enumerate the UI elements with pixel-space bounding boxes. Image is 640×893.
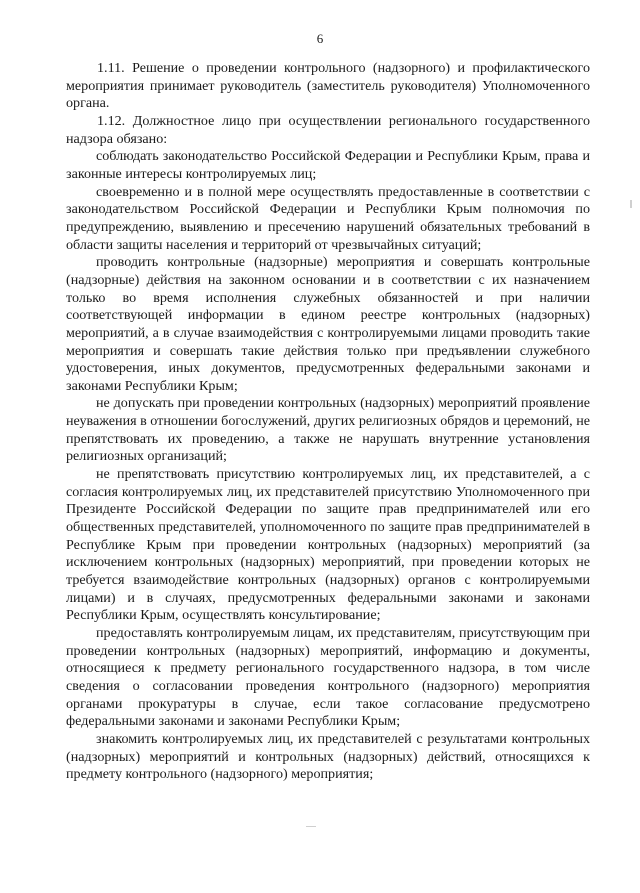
page-number: 6 bbox=[316, 31, 324, 46]
obligation-item: не препятствовать присутствию контролируемых лиц, их представителей, а с согласия контролируемых лиц, их представителей присутствию Уполномоченного при Президенте Российской Федерации по защите прав предпринимателей или его общественных представителей, уполномоченного по защите прав предпринимателей в Республике Крым при проведении контрольных (надзорных) мероприятий (за исключением контрольных (надзорных) мероприятий, при проведении которых не требуется взаимодействие контрольных (надзорных) органов с контролируемыми лицами) и в случаях, предусмотренных федеральными законами и законами Республики Крым, осуществлять консультирование; bbox=[66, 466, 590, 624]
obligation-item: не допускать при проведении контрольных (надзорных) мероприятий проявление неуважения в отношении богослужений, других религиозных обрядов и церемоний, не препятствовать их проведению, а также не нарушать внутренние установления религиозных организаций; bbox=[66, 395, 590, 465]
document-body bbox=[66, 60, 590, 784]
paragraph-1-12: 1.12. Должностное лицо при осуществлении регионального государственного надзора обязано: bbox=[66, 112, 590, 147]
obligation-item: соблюдать законодательство Российской Федерации и Республики Крым, права и законные интересы контролируемых лиц; bbox=[66, 148, 590, 182]
obligation-item: своевременно и в полной мере осуществлять предоставленные в соответствии с законодательством Российской Федерации и Республики Крым полномочия по предупреждению, выявлению и пресечению нарушений обязательных требований в области защиты населения и территорий от чрезвычайных ситуаций; bbox=[66, 183, 590, 253]
scan-mark bbox=[630, 200, 632, 208]
scan-dot bbox=[306, 826, 316, 827]
paragraph-1-11: 1.11. Решение о проведении контрольного (надзорного) и профилактического мероприятия принимает руководитель (заместитель руководителя) Уполномоченного органа. bbox=[66, 60, 590, 112]
obligation-item: проводить контрольные (надзорные) мероприятия и совершать контрольные (надзорные) действия на законном основании и в соответствии с их назначением только во время исполнения служебных обязанностей и при наличии соответствующей информации в едином реестре контрольных (надзорных) мероприятий, а в случае взаимодействия с контролируемыми лицами проводить такие мероприятия и совершать такие действия только при предъявлении служебного удостоверения, иных документов, предусмотренных федеральными законами и законами Республики Крым; bbox=[66, 254, 590, 394]
obligation-item: знакомить контролируемых лиц, их представителей с результатами контрольных (надзорных) мероприятий и контрольных (надзорных) действий, относящихся к предмету контрольного (надзорного) мероприятия; bbox=[66, 730, 590, 783]
obligation-item: предоставлять контролируемым лицам, их представителям, присутствующим при проведении контрольных (надзорных) мероприятий, информацию и документы, относящиеся к предмету регионального государственного надзора, в том числе сведения о согласовании проведения контрольного (надзорного) мероприятия органами прокуратуры в случае, если такое согласование предусмотрено федеральными законами и законами Республики Крым; bbox=[66, 625, 590, 730]
